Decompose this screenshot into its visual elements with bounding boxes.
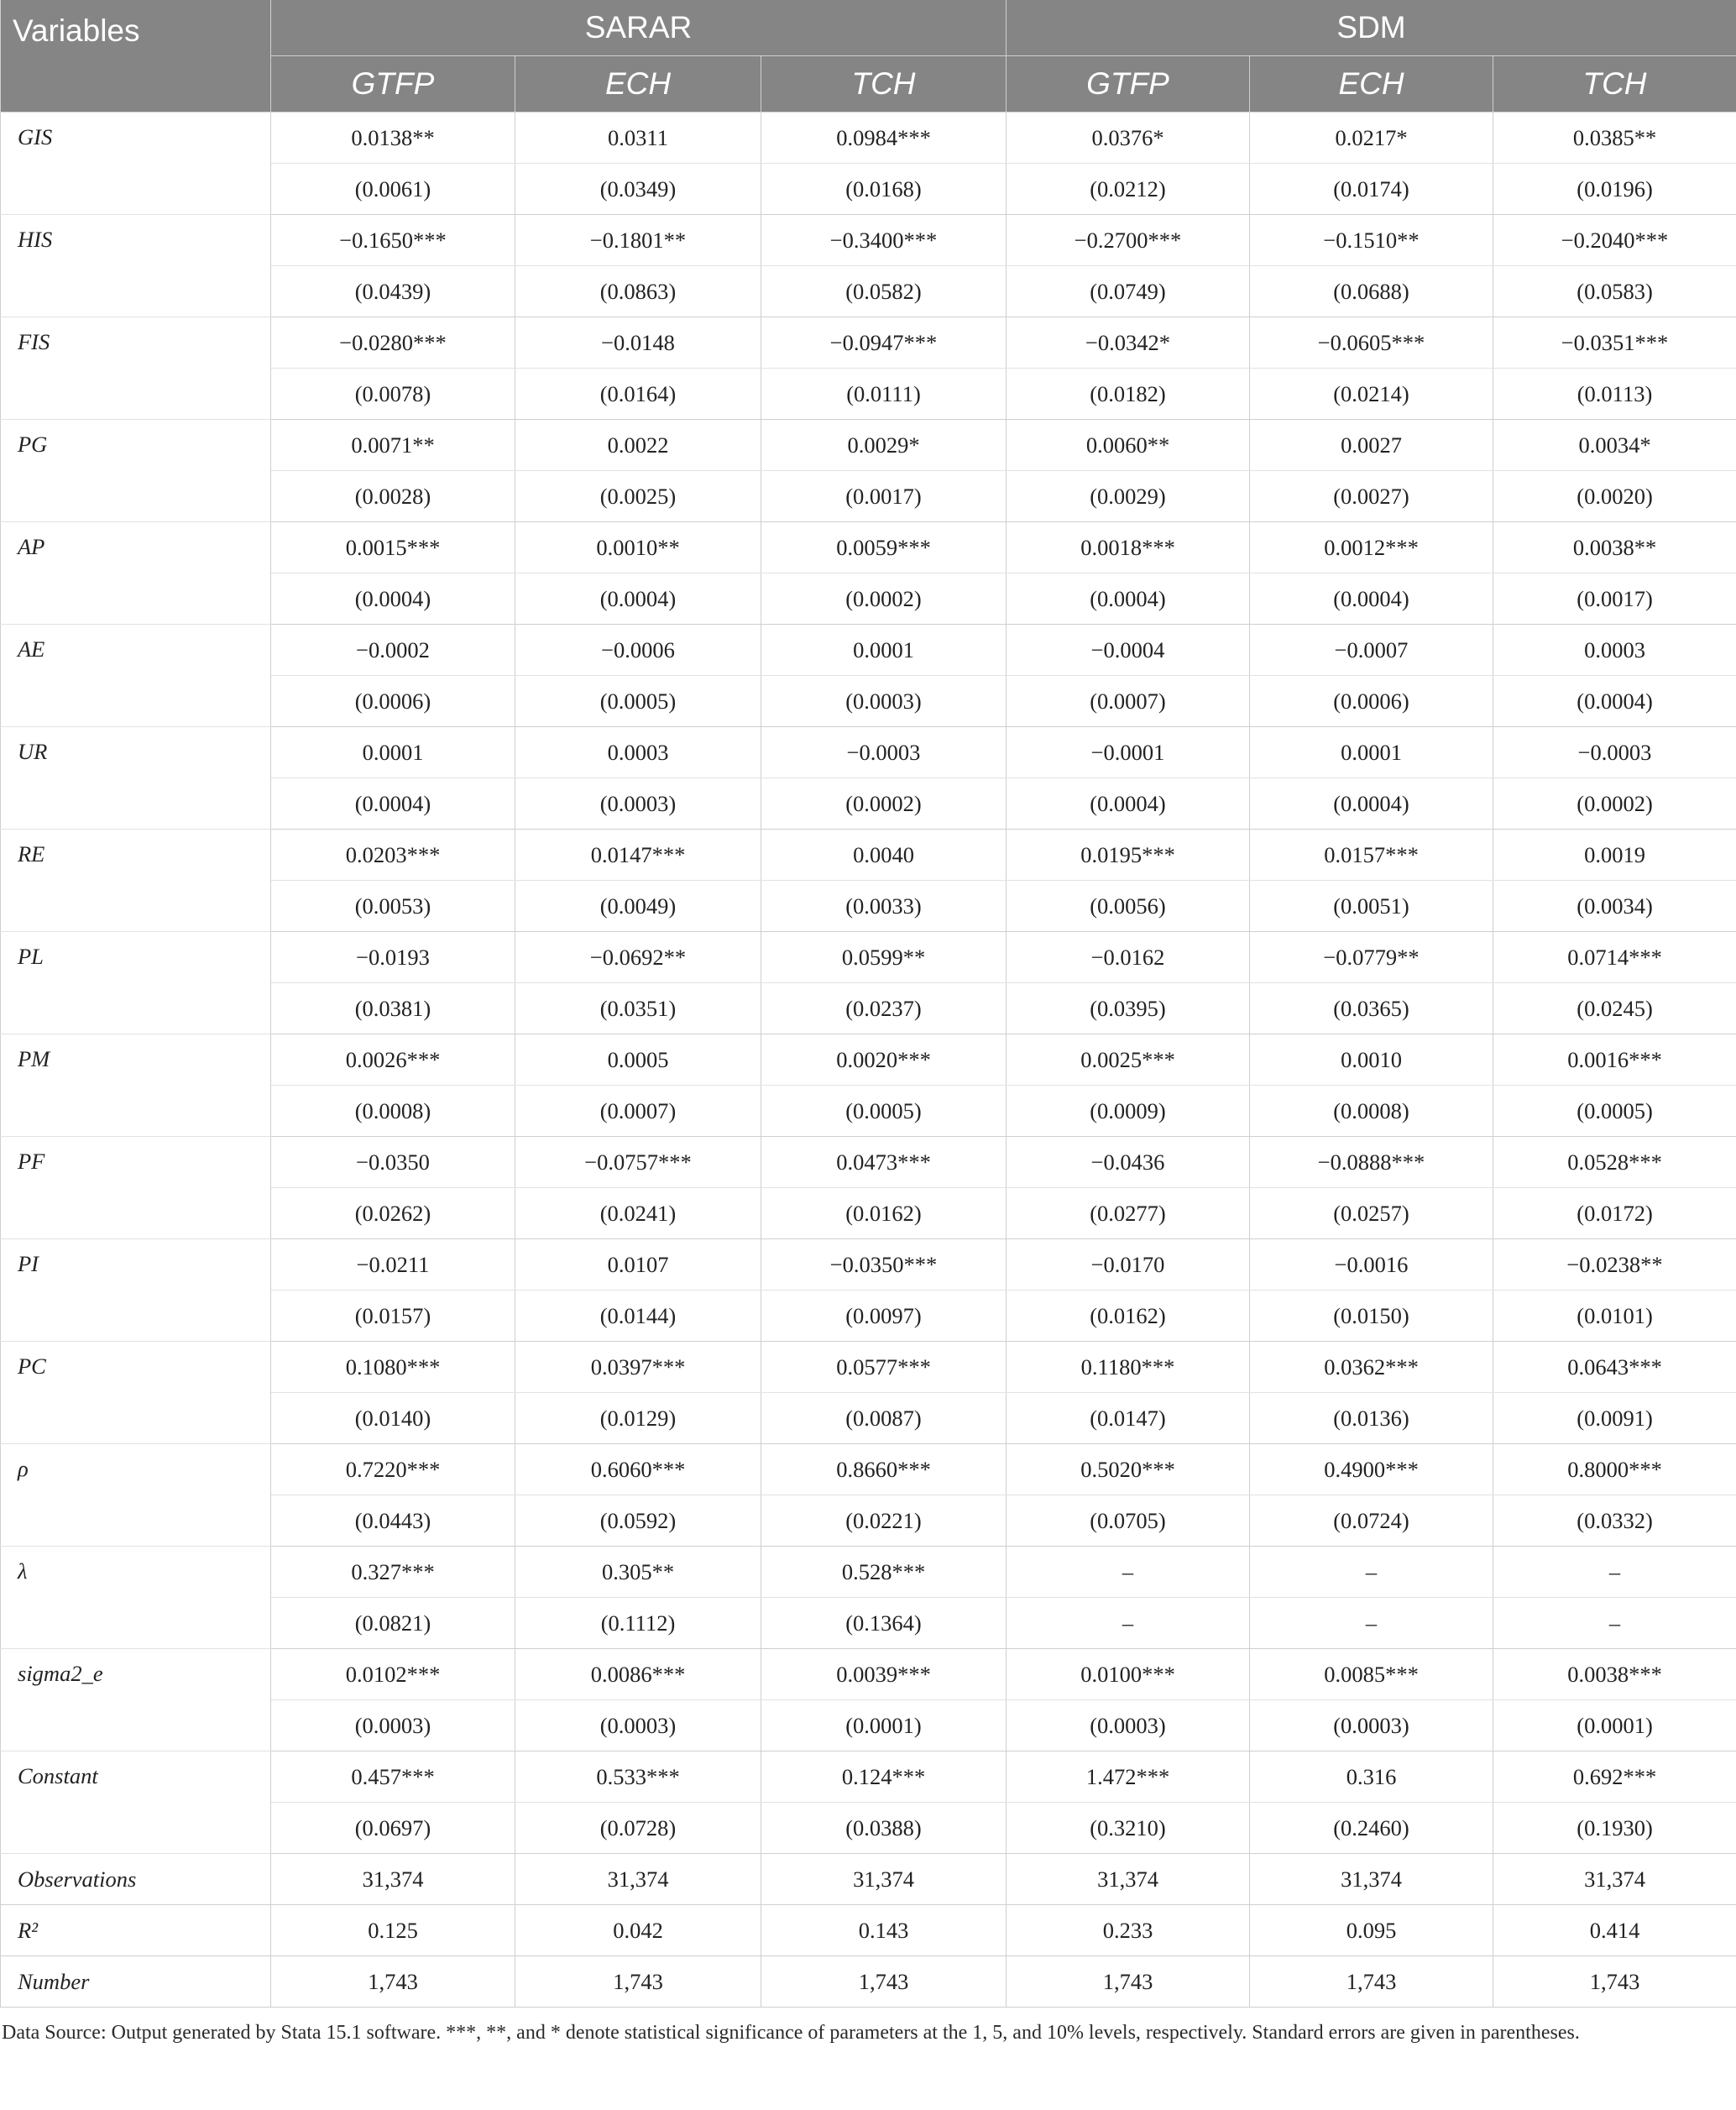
- standard-error-cell: (0.0007): [1007, 676, 1250, 727]
- standard-error-cell: (0.0111): [761, 369, 1007, 420]
- coefficient-cell: 0.0029*: [761, 420, 1007, 471]
- coefficient-cell: 0.0001: [761, 625, 1007, 676]
- coefficient-cell: −0.0016: [1250, 1239, 1493, 1291]
- summary-value-cell: 0.143: [761, 1905, 1007, 1956]
- coefficient-cell: 0.0362***: [1250, 1342, 1493, 1393]
- coefficient-cell: −0.0947***: [761, 317, 1007, 369]
- group-header-sarar: SARAR: [271, 0, 1007, 56]
- standard-error-cell: (0.0004): [271, 778, 515, 830]
- column-header: GTFP: [271, 56, 515, 113]
- standard-error-cell: (0.0592): [515, 1495, 761, 1547]
- standard-error-cell: (0.0051): [1250, 881, 1493, 932]
- column-header: TCH: [761, 56, 1007, 113]
- coefficient-cell: –: [1250, 1547, 1493, 1598]
- coefficient-cell: 0.0022: [515, 420, 761, 471]
- coefficient-cell: 0.4900***: [1250, 1444, 1493, 1495]
- coefficient-cell: 0.0102***: [271, 1649, 515, 1700]
- summary-value-cell: 0.042: [515, 1905, 761, 1956]
- summary-value-cell: 0.233: [1007, 1905, 1250, 1956]
- standard-error-cell: (0.0002): [761, 573, 1007, 625]
- standard-error-cell: (0.0002): [1493, 778, 1736, 830]
- coefficient-cell: 0.0086***: [515, 1649, 761, 1700]
- coefficient-cell: 0.0085***: [1250, 1649, 1493, 1700]
- coefficient-cell: 0.0010**: [515, 522, 761, 573]
- variable-name-cell: AE: [1, 625, 271, 727]
- variable-name-cell: HIS: [1, 215, 271, 317]
- standard-error-cell: (0.0003): [271, 1700, 515, 1751]
- standard-error-cell: (0.0174): [1250, 164, 1493, 215]
- coefficient-row: [1, 727, 1736, 778]
- coefficient-cell: 0.0397***: [515, 1342, 761, 1393]
- coefficient-cell: 0.0643***: [1493, 1342, 1736, 1393]
- coefficient-cell: −0.0351***: [1493, 317, 1736, 369]
- coefficient-cell: 0.327***: [271, 1547, 515, 1598]
- coefficient-row: [1, 932, 1736, 983]
- standard-error-cell: (0.0061): [271, 164, 515, 215]
- standard-error-cell: (0.0728): [515, 1803, 761, 1854]
- table-body: [1, 113, 1736, 2008]
- summary-value-cell: 31,374: [1493, 1854, 1736, 1905]
- standard-error-cell: (0.0006): [271, 676, 515, 727]
- standard-error-cell: (0.0005): [1493, 1086, 1736, 1137]
- standard-error-cell: (0.0004): [271, 573, 515, 625]
- coefficient-cell: −0.1510**: [1250, 215, 1493, 266]
- standard-error-cell: (0.0162): [1007, 1291, 1250, 1342]
- coefficient-cell: 0.0019: [1493, 830, 1736, 881]
- coefficient-cell: 0.0026***: [271, 1034, 515, 1086]
- coefficient-cell: 0.0038***: [1493, 1649, 1736, 1700]
- standard-error-cell: (0.0237): [761, 983, 1007, 1034]
- standard-error-cell: (0.0182): [1007, 369, 1250, 420]
- standard-error-cell: (0.2460): [1250, 1803, 1493, 1854]
- standard-error-cell: (0.1364): [761, 1598, 1007, 1649]
- summary-row: [1, 1854, 1736, 1905]
- variable-name-cell: Constant: [1, 1751, 271, 1854]
- standard-error-cell: (0.0221): [761, 1495, 1007, 1547]
- coefficient-cell: −0.0004: [1007, 625, 1250, 676]
- standard-error-cell: (0.0003): [515, 778, 761, 830]
- standard-error-cell: (0.0004): [1493, 676, 1736, 727]
- coefficient-cell: −0.0170: [1007, 1239, 1250, 1291]
- standard-error-cell: (0.0212): [1007, 164, 1250, 215]
- standard-error-cell: (0.0003): [1007, 1700, 1250, 1751]
- summary-value-cell: 1,743: [1493, 1956, 1736, 2008]
- standard-error-cell: (0.0332): [1493, 1495, 1736, 1547]
- standard-error-cell: (0.0821): [271, 1598, 515, 1649]
- standard-error-cell: (0.0004): [1007, 573, 1250, 625]
- standard-error-cell: (0.0007): [515, 1086, 761, 1137]
- standard-error-cell: (0.0863): [515, 266, 761, 317]
- standard-error-cell: (0.0214): [1250, 369, 1493, 420]
- variable-name-cell: GIS: [1, 113, 271, 215]
- coefficient-cell: 0.6060***: [515, 1444, 761, 1495]
- standard-error-cell: (0.0245): [1493, 983, 1736, 1034]
- variable-name-cell: AP: [1, 522, 271, 625]
- coefficient-cell: −0.3400***: [761, 215, 1007, 266]
- standard-error-cell: (0.0001): [761, 1700, 1007, 1751]
- standard-error-cell: (0.0395): [1007, 983, 1250, 1034]
- coefficient-cell: 0.0003: [515, 727, 761, 778]
- standard-error-cell: (0.0257): [1250, 1188, 1493, 1239]
- coefficient-cell: −0.0007: [1250, 625, 1493, 676]
- standard-error-cell: (0.0087): [761, 1393, 1007, 1444]
- summary-value-cell: 0.414: [1493, 1905, 1736, 1956]
- coefficient-cell: −0.0692**: [515, 932, 761, 983]
- standard-error-cell: (0.0129): [515, 1393, 761, 1444]
- coefficient-cell: −0.2700***: [1007, 215, 1250, 266]
- coefficient-cell: −0.0350***: [761, 1239, 1007, 1291]
- variable-name-cell: PI: [1, 1239, 271, 1342]
- variable-name-cell: RE: [1, 830, 271, 932]
- standard-error-cell: (0.0381): [271, 983, 515, 1034]
- coefficient-cell: −0.0006: [515, 625, 761, 676]
- standard-error-cell: (0.0005): [515, 676, 761, 727]
- standard-error-cell: –: [1493, 1598, 1736, 1649]
- coefficient-cell: −0.0162: [1007, 932, 1250, 983]
- coefficient-cell: –: [1007, 1547, 1250, 1598]
- table-header: [1, 0, 1736, 113]
- coefficient-cell: 0.0039***: [761, 1649, 1007, 1700]
- variables-header: Variables: [1, 0, 271, 113]
- coefficient-cell: 0.0107: [515, 1239, 761, 1291]
- standard-error-cell: (0.0027): [1250, 471, 1493, 522]
- coefficient-cell: −0.0888***: [1250, 1137, 1493, 1188]
- standard-error-cell: (0.1930): [1493, 1803, 1736, 1854]
- coefficient-cell: 0.533***: [515, 1751, 761, 1803]
- coefficient-cell: 0.0012***: [1250, 522, 1493, 573]
- coefficient-cell: −0.0779**: [1250, 932, 1493, 983]
- standard-error-cell: (0.0262): [271, 1188, 515, 1239]
- standard-error-cell: (0.0053): [271, 881, 515, 932]
- standard-error-cell: (0.0365): [1250, 983, 1493, 1034]
- standard-error-cell: (0.0168): [761, 164, 1007, 215]
- standard-error-cell: (0.0147): [1007, 1393, 1250, 1444]
- coefficient-row: [1, 625, 1736, 676]
- coefficient-cell: −0.0002: [271, 625, 515, 676]
- coefficient-cell: 0.1080***: [271, 1342, 515, 1393]
- standard-error-cell: (0.0056): [1007, 881, 1250, 932]
- coefficient-cell: 0.528***: [761, 1547, 1007, 1598]
- coefficient-row: [1, 1751, 1736, 1803]
- coefficient-cell: 0.0376*: [1007, 113, 1250, 164]
- standard-error-cell: (0.1112): [515, 1598, 761, 1649]
- standard-error-cell: (0.0034): [1493, 881, 1736, 932]
- standard-error-cell: (0.0140): [271, 1393, 515, 1444]
- standard-error-cell: (0.0005): [761, 1086, 1007, 1137]
- coefficient-cell: −0.0436: [1007, 1137, 1250, 1188]
- coefficient-cell: 0.0138**: [271, 113, 515, 164]
- coefficient-cell: 0.0071**: [271, 420, 515, 471]
- summary-value-cell: 31,374: [1007, 1854, 1250, 1905]
- coefficient-cell: −0.0193: [271, 932, 515, 983]
- coefficient-cell: 0.5020***: [1007, 1444, 1250, 1495]
- coefficient-cell: 0.0018***: [1007, 522, 1250, 573]
- standard-error-cell: (0.0025): [515, 471, 761, 522]
- summary-row: [1, 1905, 1736, 1956]
- variable-name-cell: ρ: [1, 1444, 271, 1547]
- standard-error-cell: (0.0349): [515, 164, 761, 215]
- standard-error-cell: (0.0003): [761, 676, 1007, 727]
- standard-error-cell: (0.0006): [1250, 676, 1493, 727]
- summary-row: [1, 1956, 1736, 2008]
- standard-error-cell: (0.0017): [1493, 573, 1736, 625]
- coefficient-cell: 0.0034*: [1493, 420, 1736, 471]
- coefficient-row: [1, 830, 1736, 881]
- coefficient-cell: 0.0001: [271, 727, 515, 778]
- standard-error-cell: (0.0583): [1493, 266, 1736, 317]
- standard-error-cell: (0.0113): [1493, 369, 1736, 420]
- standard-error-cell: (0.0277): [1007, 1188, 1250, 1239]
- coefficient-cell: 0.457***: [271, 1751, 515, 1803]
- standard-error-cell: (0.0008): [1250, 1086, 1493, 1137]
- coefficient-cell: −0.0148: [515, 317, 761, 369]
- summary-value-cell: 31,374: [761, 1854, 1007, 1905]
- coefficient-cell: 0.0147***: [515, 830, 761, 881]
- column-header: ECH: [1250, 56, 1493, 113]
- standard-error-cell: (0.0443): [271, 1495, 515, 1547]
- summary-value-cell: 0.125: [271, 1905, 515, 1956]
- summary-value-cell: 31,374: [271, 1854, 515, 1905]
- summary-label-cell: Observations: [1, 1854, 271, 1905]
- variable-name-cell: FIS: [1, 317, 271, 420]
- standard-error-cell: (0.0697): [271, 1803, 515, 1854]
- coefficient-cell: 0.0059***: [761, 522, 1007, 573]
- coefficient-cell: −0.0003: [761, 727, 1007, 778]
- coefficient-row: [1, 1444, 1736, 1495]
- coefficient-cell: 0.1180***: [1007, 1342, 1250, 1393]
- standard-error-cell: (0.0439): [271, 266, 515, 317]
- variable-name-cell: PL: [1, 932, 271, 1034]
- summary-value-cell: 1,743: [1250, 1956, 1493, 2008]
- coefficient-cell: 0.0001: [1250, 727, 1493, 778]
- summary-value-cell: 31,374: [1250, 1854, 1493, 1905]
- variable-name-cell: sigma2_e: [1, 1649, 271, 1751]
- standard-error-cell: (0.0028): [271, 471, 515, 522]
- coefficient-cell: 0.0195***: [1007, 830, 1250, 881]
- coefficient-row: [1, 1649, 1736, 1700]
- coefficient-row: [1, 1137, 1736, 1188]
- standard-error-cell: (0.0004): [515, 573, 761, 625]
- standard-error-cell: (0.0009): [1007, 1086, 1250, 1137]
- coefficient-cell: −0.0350: [271, 1137, 515, 1188]
- group-header-sdm: SDM: [1007, 0, 1736, 56]
- coefficient-cell: 0.0040: [761, 830, 1007, 881]
- standard-error-cell: (0.0582): [761, 266, 1007, 317]
- coefficient-cell: 0.0385**: [1493, 113, 1736, 164]
- coefficient-cell: −0.0757***: [515, 1137, 761, 1188]
- summary-value-cell: 1,743: [1007, 1956, 1250, 2008]
- coefficient-cell: 0.0038**: [1493, 522, 1736, 573]
- standard-error-cell: (0.0172): [1493, 1188, 1736, 1239]
- standard-error-cell: (0.0004): [1250, 573, 1493, 625]
- standard-error-cell: (0.0705): [1007, 1495, 1250, 1547]
- standard-error-cell: (0.0004): [1250, 778, 1493, 830]
- standard-error-cell: (0.3210): [1007, 1803, 1250, 1854]
- coefficient-cell: −0.0605***: [1250, 317, 1493, 369]
- summary-label-cell: Number: [1, 1956, 271, 2008]
- standard-error-cell: (0.0136): [1250, 1393, 1493, 1444]
- coefficient-row: [1, 1239, 1736, 1291]
- standard-error-cell: (0.0688): [1250, 266, 1493, 317]
- summary-value-cell: 1,743: [271, 1956, 515, 2008]
- column-header: ECH: [515, 56, 761, 113]
- coefficient-cell: 0.8660***: [761, 1444, 1007, 1495]
- standard-error-cell: (0.0017): [761, 471, 1007, 522]
- standard-error-cell: (0.0097): [761, 1291, 1007, 1342]
- column-header: TCH: [1493, 56, 1736, 113]
- table-footnote: Data Source: Output generated by Stata 15.1 software. ***, **, and * denote statistical significance of parameters at the 1, 5, and 10% levels, respectively. Standard errors are given in parentheses.: [2, 2022, 1580, 2044]
- coefficient-cell: 0.124***: [761, 1751, 1007, 1803]
- standard-error-cell: (0.0020): [1493, 471, 1736, 522]
- coefficient-row: [1, 317, 1736, 369]
- coefficient-cell: –: [1493, 1547, 1736, 1598]
- standard-error-cell: (0.0150): [1250, 1291, 1493, 1342]
- standard-error-cell: (0.0749): [1007, 266, 1250, 317]
- coefficient-cell: 0.305**: [515, 1547, 761, 1598]
- coefficient-cell: 0.0157***: [1250, 830, 1493, 881]
- coefficient-cell: 0.0010: [1250, 1034, 1493, 1086]
- coefficient-cell: 0.0473***: [761, 1137, 1007, 1188]
- coefficient-cell: 0.0100***: [1007, 1649, 1250, 1700]
- coefficient-cell: 0.0203***: [271, 830, 515, 881]
- standard-error-cell: (0.0164): [515, 369, 761, 420]
- summary-value-cell: 1,743: [761, 1956, 1007, 2008]
- coefficient-cell: −0.1801**: [515, 215, 761, 266]
- standard-error-cell: (0.0003): [1250, 1700, 1493, 1751]
- coefficient-cell: −0.0211: [271, 1239, 515, 1291]
- standard-error-cell: –: [1250, 1598, 1493, 1649]
- coefficient-cell: 1.472***: [1007, 1751, 1250, 1803]
- variable-name-cell: PC: [1, 1342, 271, 1444]
- standard-error-cell: (0.0008): [271, 1086, 515, 1137]
- standard-error-cell: –: [1007, 1598, 1250, 1649]
- coefficient-cell: 0.0577***: [761, 1342, 1007, 1393]
- standard-error-cell: (0.0351): [515, 983, 761, 1034]
- summary-value-cell: 31,374: [515, 1854, 761, 1905]
- header-group-row: [1, 0, 1736, 56]
- coefficient-cell: 0.316: [1250, 1751, 1493, 1803]
- coefficient-cell: 0.0599**: [761, 932, 1007, 983]
- coefficient-cell: 0.0020***: [761, 1034, 1007, 1086]
- coefficient-row: [1, 215, 1736, 266]
- column-header: GTFP: [1007, 56, 1250, 113]
- standard-error-cell: (0.0724): [1250, 1495, 1493, 1547]
- standard-error-cell: (0.0241): [515, 1188, 761, 1239]
- standard-error-cell: (0.0144): [515, 1291, 761, 1342]
- coefficient-cell: −0.0003: [1493, 727, 1736, 778]
- summary-value-cell: 0.095: [1250, 1905, 1493, 1956]
- coefficient-cell: −0.0238**: [1493, 1239, 1736, 1291]
- coefficient-row: [1, 1034, 1736, 1086]
- coefficient-cell: −0.1650***: [271, 215, 515, 266]
- standard-error-cell: (0.0162): [761, 1188, 1007, 1239]
- coefficient-cell: 0.692***: [1493, 1751, 1736, 1803]
- standard-error-cell: (0.0049): [515, 881, 761, 932]
- coefficient-cell: −0.0280***: [271, 317, 515, 369]
- coefficient-cell: 0.0016***: [1493, 1034, 1736, 1086]
- standard-error-cell: (0.0001): [1493, 1700, 1736, 1751]
- variable-name-cell: PM: [1, 1034, 271, 1137]
- coefficient-row: [1, 420, 1736, 471]
- standard-error-cell: (0.0004): [1007, 778, 1250, 830]
- variable-name-cell: UR: [1, 727, 271, 830]
- standard-error-cell: (0.0003): [515, 1700, 761, 1751]
- summary-label-cell: R²: [1, 1905, 271, 1956]
- coefficient-cell: 0.0005: [515, 1034, 761, 1086]
- standard-error-cell: (0.0101): [1493, 1291, 1736, 1342]
- coefficient-cell: −0.0342*: [1007, 317, 1250, 369]
- standard-error-cell: (0.0029): [1007, 471, 1250, 522]
- standard-error-cell: (0.0002): [761, 778, 1007, 830]
- variable-name-cell: PG: [1, 420, 271, 522]
- coefficient-cell: 0.0025***: [1007, 1034, 1250, 1086]
- coefficient-row: [1, 1342, 1736, 1393]
- coefficient-cell: 0.0027: [1250, 420, 1493, 471]
- summary-value-cell: 1,743: [515, 1956, 761, 2008]
- standard-error-cell: (0.0078): [271, 369, 515, 420]
- coefficient-cell: 0.0217*: [1250, 113, 1493, 164]
- variable-name-cell: λ: [1, 1547, 271, 1649]
- coefficient-row: [1, 113, 1736, 164]
- standard-error-cell: (0.0196): [1493, 164, 1736, 215]
- coefficient-row: [1, 522, 1736, 573]
- standard-error-cell: (0.0091): [1493, 1393, 1736, 1444]
- coefficient-cell: 0.0060**: [1007, 420, 1250, 471]
- coefficient-cell: 0.0984***: [761, 113, 1007, 164]
- standard-error-cell: (0.0033): [761, 881, 1007, 932]
- coefficient-cell: −0.0001: [1007, 727, 1250, 778]
- coefficient-row: [1, 1547, 1736, 1598]
- coefficient-cell: 0.0311: [515, 113, 761, 164]
- coefficient-cell: 0.8000***: [1493, 1444, 1736, 1495]
- standard-error-cell: (0.0157): [271, 1291, 515, 1342]
- coefficient-cell: 0.0714***: [1493, 932, 1736, 983]
- standard-error-cell: (0.0388): [761, 1803, 1007, 1854]
- coefficient-cell: −0.2040***: [1493, 215, 1736, 266]
- coefficient-cell: 0.0015***: [271, 522, 515, 573]
- coefficient-cell: 0.0528***: [1493, 1137, 1736, 1188]
- coefficient-cell: 0.7220***: [271, 1444, 515, 1495]
- variable-name-cell: PF: [1, 1137, 271, 1239]
- coefficient-cell: 0.0003: [1493, 625, 1736, 676]
